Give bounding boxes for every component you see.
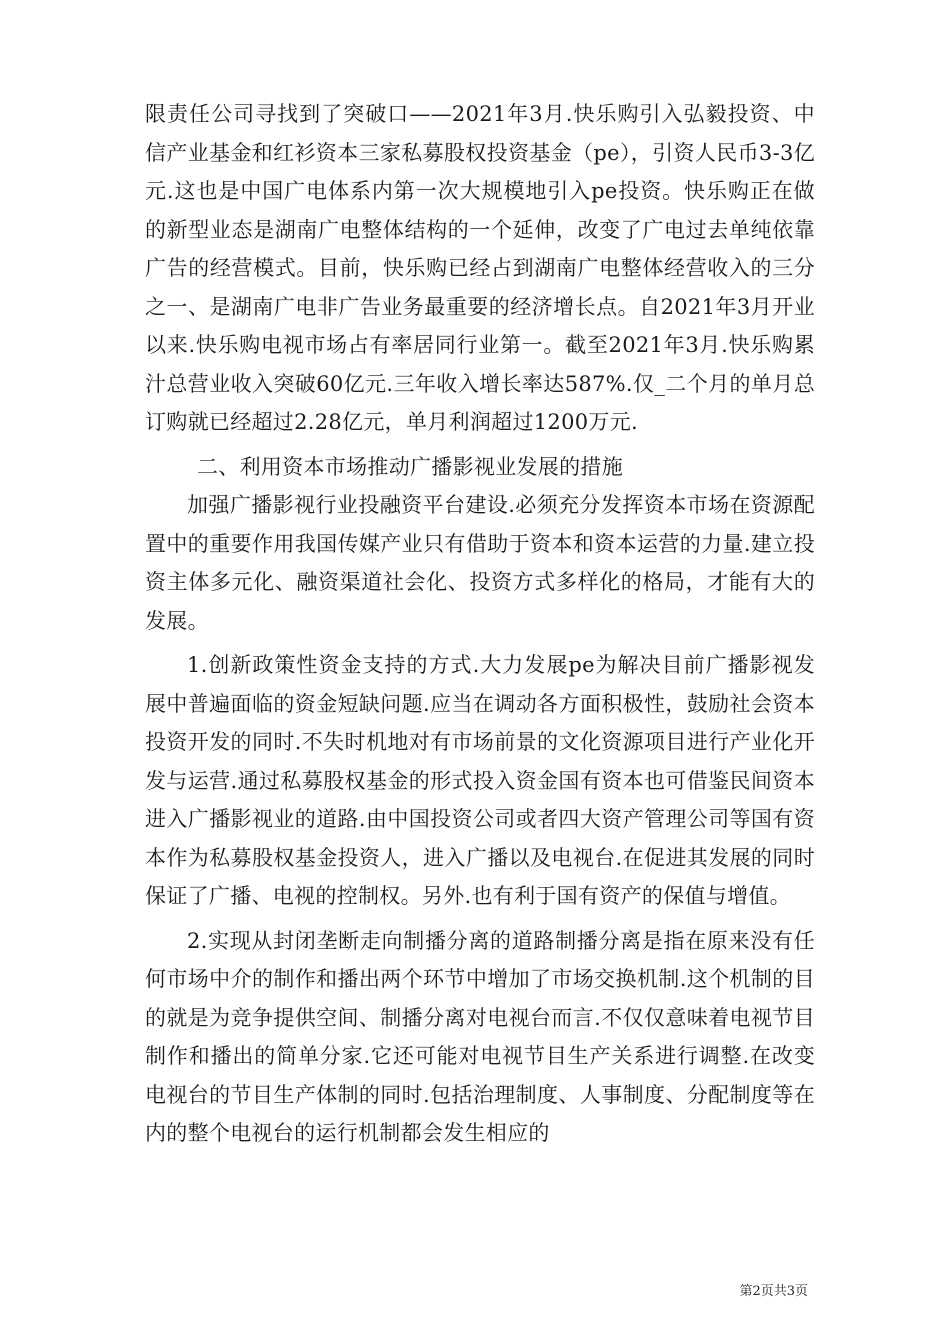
paragraph-production-separation: 2.实现从封闭垄断走向制播分离的道路制播分离是指在原来没有任何市场中介的制作和播出两个环节中增加了市场交换机制.这个机制的目的就是为竞争提供空间、制播分离对电视台而言.不仅仅意味着电视节目制作和播出的简单分家.它还可能对电视节目生产关系进行调整.在改变电视台的节目生产体制的同时.包括治理制度、人事制度、分配制度等在内的整个电视台的运行机制都会发生相应的 [145,928,815,1145]
paragraph-policy-funding: 1.创新政策性资金支持的方式.大力发展pe为解决目前广播影视发展中普遍面临的资金短缺问题.应当在调动各方面积极性，鼓励社会资本投资开发的同时.不失时机地对有市场前景的文化资源项目进行产业化开发与运营.通过私募股权基金的形式投入资金国有资本也可借鉴民间资本进入广播影视业的道路.由中国投资公司或者四大资产管理公司等国有资本作为私募股权基金投资人，进入广播以及电视台.在促进其发展的同时保证了广播、电视的控制权。另外.也有利于国有资产的保值与增值。 [145,653,815,908]
paragraph-investment-platform: 加强广播影视行业投融资平台建设.必须充分发挥资本市场在资源配置中的重要作用我国传媒产业只有借助于资本和资本运营的力量.建立投资主体多元化、融资渠道社会化、投资方式多样化的格局，才能有大的发展。 [145,493,815,633]
section-heading: 二、利用资本市场推动广播影视业发展的措施 [197,454,623,479]
document-body [145,95,815,1153]
paragraph-continuation: 限责任公司寻找到了突破口——2021年3月.快乐购引入弘毅投资、中信产业基金和红衫资本三家私募股权投资基金（pe），引资人民币3-3亿元.这也是中国广电体系内第一次大规模地引入pe投资。快乐购正在做的新型业态是湖南广电整体结构的一个延伸，改变了广电过去单纯依靠广告的经营模式。目前，快乐购已经占到湖南广电整体经营收入的三分之一、是湖南广电非广告业务最重要的经济增长点。自2021年3月开业以来.快乐购电视市场占有率居同行业第一。截至2021年3月.快乐购累汁总营业收入突破60亿元.三年收入增长率达587%.仅_二个月的单月总订购就已经超过2.28亿元，单月利润超过1200万元. [145,102,815,434]
page-number: 第2页共3页 [739,1284,808,1299]
